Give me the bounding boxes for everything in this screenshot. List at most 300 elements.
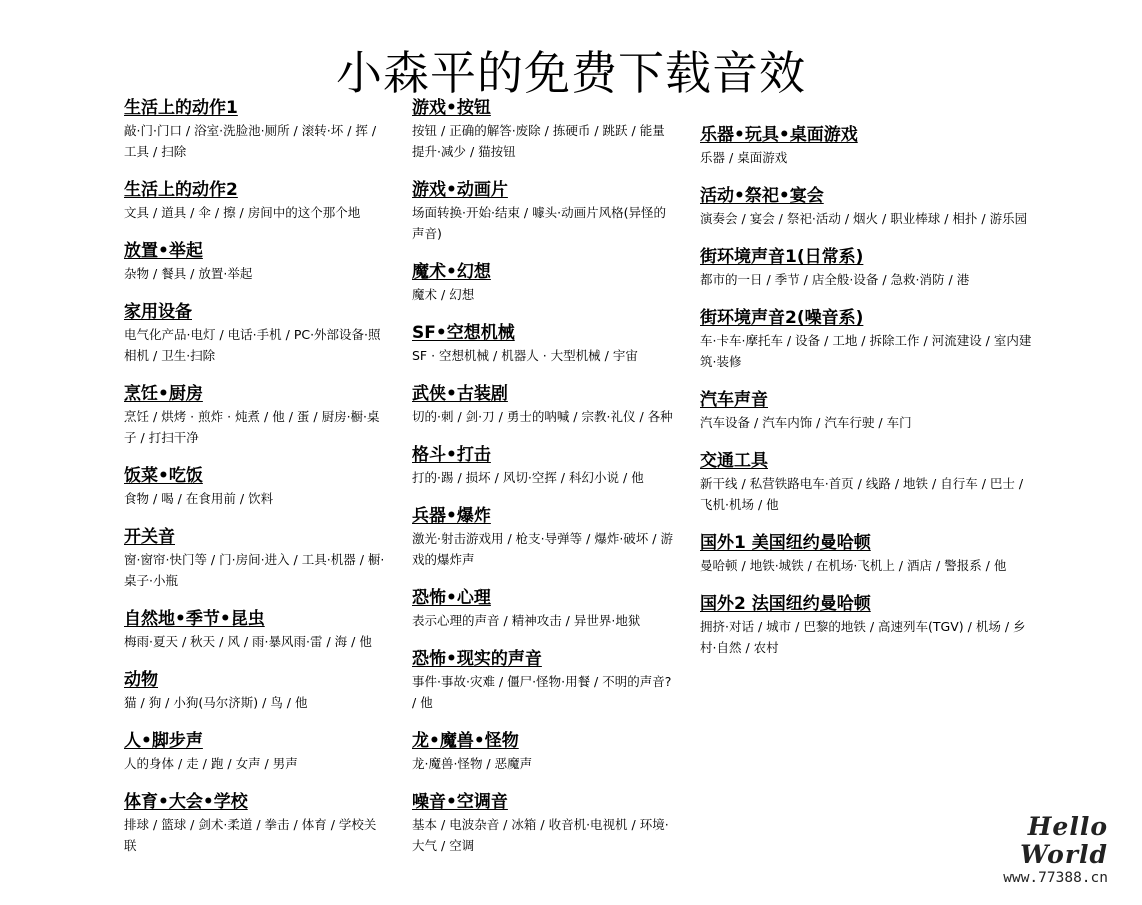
separator: / [437, 817, 450, 832]
subcategory-link[interactable]: 剑术·柔道 [198, 817, 253, 832]
separator: / [437, 123, 450, 138]
watermark-logo [958, 813, 1108, 887]
subcategory-link[interactable]: 伞 [198, 205, 211, 220]
subcategory-link[interactable]: 警报系 [944, 558, 982, 573]
category-title-link[interactable]: 自然地•季节•昆虫 [124, 609, 265, 629]
category-block [412, 260, 674, 305]
subcategory-link[interactable]: 浴室·洗脸池·厕所 [194, 123, 290, 138]
category-title-link[interactable]: 烹饪•厨房 [124, 384, 203, 404]
subcategory-link[interactable]: 女声 [235, 756, 261, 771]
subcategory-link[interactable]: 自行车 [940, 476, 978, 491]
category-title-link[interactable]: 饭菜•吃饭 [124, 466, 203, 486]
subcategory-link[interactable]: 祭祀·活动 [786, 211, 841, 226]
subcategory-link[interactable]: 窗·窗帘·快门等 [124, 552, 207, 567]
separator: / [161, 695, 174, 710]
subcategory-link[interactable]: 他 [359, 634, 372, 649]
category-title-link[interactable]: 开关音 [124, 527, 175, 547]
subcategory-link[interactable]: 桌面游戏 [737, 150, 788, 165]
subcategory-link[interactable]: 篮球 [161, 817, 187, 832]
subcategory-list [124, 631, 386, 652]
subcategory-link[interactable]: 雨·暴风雨·雷 [252, 634, 323, 649]
subcategory-link[interactable]: 喝 [161, 491, 174, 506]
category-block [124, 729, 386, 774]
subcategory-link[interactable]: 冰箱 [511, 817, 537, 832]
separator: / [453, 409, 466, 424]
separator: / [260, 409, 273, 424]
subcategory-link[interactable]: 恶魔声 [494, 756, 533, 771]
subcategory-link[interactable]: 巴士 [989, 476, 1015, 491]
subcategory-link[interactable]: 酒店 [907, 558, 933, 573]
category-title-link[interactable]: 武侠•古装剧 [412, 384, 508, 404]
category-block [412, 178, 674, 244]
separator: / [149, 491, 162, 506]
category-column-2 [412, 96, 674, 872]
subcategory-link[interactable]: 相扑 [952, 211, 978, 226]
watermark-text: Hello World [1020, 812, 1108, 869]
subcategory-link[interactable]: 季节 [774, 272, 800, 287]
category-block [700, 531, 1035, 576]
subcategory-list [700, 208, 1035, 229]
subcategory-list [412, 467, 674, 488]
subcategory-link[interactable]: 科幻小说 [569, 470, 620, 485]
subcategory-link[interactable]: 车·卡车·摩托车 [700, 333, 783, 348]
subcategory-link[interactable]: 车门 [886, 415, 912, 430]
subcategory-link[interactable]: 烘烤 · 煎炸 · 炖煮 [161, 409, 261, 424]
separator: / [289, 817, 302, 832]
separator: / [569, 409, 582, 424]
subcategory-link[interactable]: 餐具 [161, 266, 187, 281]
separator: / [465, 144, 479, 159]
subcategory-link[interactable]: 事件·事故·灾难 [412, 674, 495, 689]
category-title-link[interactable]: 兵器•爆炸 [412, 506, 491, 526]
subcategory-link[interactable]: 地铁·城铁 [749, 558, 804, 573]
separator: / [782, 333, 796, 348]
subcategory-link[interactable]: 敲·门·门口 [124, 123, 182, 138]
subcategory-link[interactable]: 食物 [124, 491, 150, 506]
subcategory-link[interactable]: 海 [334, 634, 348, 649]
category-title-link[interactable]: 体育•大会•学校 [124, 792, 248, 812]
separator: / [540, 123, 553, 138]
separator: / [186, 817, 199, 832]
subcategory-link[interactable]: 放置·举起 [198, 266, 253, 281]
subcategory-link[interactable]: 噱头·动画片风格(异怪的声音) [412, 205, 666, 241]
subcategory-link[interactable]: SF · 空想机械 [412, 348, 490, 363]
separator: / [210, 205, 224, 220]
category-title-link[interactable]: 国外1 美国纽约曼哈顿 [700, 533, 871, 553]
subcategory-link[interactable]: 剑·刀 [465, 409, 495, 424]
category-title-link[interactable]: 乐器•玩具•桌面游戏 [700, 125, 858, 145]
separator: / [260, 756, 273, 771]
subcategory-link[interactable]: 游乐园 [989, 211, 1028, 226]
separator: / [223, 756, 236, 771]
subcategory-link[interactable]: 环境·大气 [412, 817, 669, 853]
separator: / [977, 476, 990, 491]
separator: / [149, 409, 162, 424]
subcategory-link[interactable]: 走 [186, 756, 199, 771]
subcategory-link[interactable]: 拣硬币 [552, 123, 591, 138]
subcategory-link[interactable]: 汽车设备 [700, 415, 751, 430]
subcategory-link[interactable]: 乡村·自然 [700, 619, 1026, 655]
separator: / [932, 558, 945, 573]
category-title-link[interactable]: 魔术•幻想 [412, 262, 491, 282]
subcategory-link[interactable]: 不明的声音? [602, 674, 672, 689]
subcategory-link[interactable]: 工具 [124, 144, 150, 159]
category-block [412, 647, 674, 713]
subcategory-link[interactable]: 风切·空挥 [502, 470, 557, 485]
subcategory-link[interactable]: 乐器 [700, 150, 726, 165]
subcategory-list [124, 120, 386, 162]
category-title-link[interactable]: 交通工具 [700, 451, 768, 471]
category-block [124, 668, 386, 713]
category-block [700, 306, 1035, 372]
subcategory-link[interactable]: 僵尸·怪物·用餐 [507, 674, 591, 689]
subcategory-link[interactable]: 电话·手机 [227, 327, 282, 342]
subcategory-link[interactable]: 勇士的呐喊 [506, 409, 570, 424]
separator: / [878, 211, 891, 226]
separator: / [561, 613, 574, 628]
subcategory-list [700, 147, 1035, 168]
category-title-link[interactable]: 噪音•空调音 [412, 792, 508, 812]
separator: / [215, 634, 228, 649]
subcategory-link[interactable]: 设备 [795, 333, 821, 348]
separator: / [258, 695, 271, 710]
category-block [412, 790, 674, 856]
separator: / [343, 123, 356, 138]
separator: / [963, 619, 976, 634]
separator: / [1000, 619, 1014, 634]
category-block [124, 239, 386, 284]
separator: / [355, 552, 368, 567]
separator: / [1014, 476, 1024, 491]
separator: / [174, 756, 187, 771]
separator: / [503, 531, 516, 546]
subcategory-link[interactable]: 表示心理的声音 [412, 613, 500, 628]
category-block [412, 382, 674, 427]
separator: / [235, 491, 249, 506]
subcategory-list [124, 406, 386, 448]
subcategory-link[interactable]: 体育 [301, 817, 327, 832]
subcategory-link[interactable]: 滚转·坏 [301, 123, 344, 138]
subcategory-link[interactable]: PC·外部设备·照相机 [124, 327, 381, 363]
category-block [700, 449, 1035, 515]
subcategory-link[interactable]: 机场 [975, 619, 1001, 634]
separator: / [725, 150, 738, 165]
subcategory-link[interactable]: 小狗(马尔济斯) [173, 695, 259, 710]
separator: / [453, 470, 466, 485]
category-title-link[interactable]: 人•脚步声 [124, 731, 203, 751]
subcategory-link[interactable]: 跑 [210, 756, 224, 771]
category-column-3 [700, 123, 1035, 674]
category-title-link[interactable]: 街环境声音2(噪音系) [700, 308, 864, 328]
separator: / [556, 470, 569, 485]
subcategory-link[interactable]: 他 [993, 558, 1007, 573]
subcategory-list [124, 324, 386, 366]
subcategory-list [412, 120, 674, 162]
subcategory-link[interactable]: 人的身体 [124, 756, 175, 771]
subcategory-link[interactable]: 秋天 [190, 634, 216, 649]
subcategory-link[interactable]: 跳跃 [602, 123, 628, 138]
separator: / [239, 634, 253, 649]
subcategory-link[interactable]: 空调 [449, 838, 475, 853]
subcategory-link[interactable]: 急救·消防 [890, 272, 945, 287]
category-title-link[interactable]: 格斗•打击 [412, 445, 491, 465]
subcategory-link[interactable]: 风 [227, 634, 240, 649]
category-title-link[interactable]: 放置•举起 [124, 241, 203, 261]
subcategory-list [412, 406, 674, 427]
subcategory-link[interactable]: 烟火 [853, 211, 879, 226]
subcategory-link[interactable]: 农村 [753, 640, 779, 655]
separator: / [252, 817, 265, 832]
category-title-link[interactable]: SF•空想机械 [412, 323, 515, 343]
separator: / [753, 619, 767, 634]
subcategory-link[interactable]: 汽车行驶 [824, 415, 875, 430]
separator: / [619, 470, 632, 485]
subcategory-list [124, 202, 386, 223]
subcategory-link[interactable]: 正确的解答·废除 [449, 123, 541, 138]
subcategory-link[interactable]: 职业棒球 [890, 211, 941, 226]
subcategory-link[interactable]: 枪支·导弹等 [515, 531, 583, 546]
subcategory-link[interactable]: 男声 [272, 756, 298, 771]
category-title-link[interactable]: 生活上的动作2 [124, 180, 238, 200]
subcategory-list [124, 692, 386, 713]
category-block [412, 443, 674, 488]
subcategory-link[interactable]: 线路 [865, 476, 891, 491]
subcategory-link[interactable]: 文具 [124, 205, 150, 220]
separator: / [173, 491, 186, 506]
subcategory-link[interactable]: 工具·机器 [301, 552, 356, 567]
category-block [700, 592, 1035, 658]
category-title-link[interactable]: 街环境声音1(日常系) [700, 247, 864, 267]
subcategory-link[interactable]: 蛋 [296, 409, 310, 424]
category-title-link[interactable]: 汽车声音 [700, 390, 768, 410]
separator: / [799, 272, 812, 287]
subcategory-link[interactable]: 河流建设 [931, 333, 982, 348]
subcategory-link[interactable]: 异世界·地狱 [573, 613, 641, 628]
separator: / [981, 333, 994, 348]
separator: / [326, 817, 339, 832]
category-title-link[interactable]: 游戏•动画片 [412, 180, 508, 200]
subcategory-list [412, 202, 674, 244]
category-block [412, 729, 674, 774]
subcategory-link[interactable]: 扫除 [161, 144, 187, 159]
separator: / [820, 333, 833, 348]
category-title-link[interactable]: 动物 [124, 670, 158, 690]
subcategory-link[interactable]: 卫生·扫除 [161, 348, 216, 363]
subcategory-link[interactable]: 能量提升·减少 [412, 123, 665, 159]
separator: / [177, 634, 191, 649]
separator: / [215, 327, 228, 342]
subcategory-link[interactable]: 幻想 [449, 287, 475, 302]
subcategory-link[interactable]: 学校关联 [124, 817, 377, 853]
subcategory-link[interactable]: 他 [766, 497, 779, 512]
subcategory-link[interactable]: 梅雨·夏天 [124, 634, 178, 649]
separator: / [928, 476, 941, 491]
subcategory-link[interactable]: 拆除工作 [869, 333, 920, 348]
category-title-link[interactable]: 生活上的动作1 [124, 98, 238, 118]
subcategory-list [412, 610, 674, 631]
subcategory-link[interactable]: 在食用前 [185, 491, 236, 506]
subcategory-link[interactable]: 切的·刺 [412, 409, 454, 424]
separator: / [289, 552, 302, 567]
separator: / [774, 211, 787, 226]
subcategory-link[interactable]: 他 [631, 470, 644, 485]
subcategory-list [700, 412, 1035, 433]
subcategory-link[interactable]: 房间中的这个那个地 [247, 205, 361, 220]
subcategory-link[interactable]: 龙·魔兽·怪物 [412, 756, 483, 771]
subcategory-link[interactable]: 地铁 [903, 476, 929, 491]
category-title-link[interactable]: 龙•魔兽•怪物 [412, 731, 519, 751]
subcategory-link[interactable]: 他 [272, 409, 285, 424]
separator: / [437, 287, 450, 302]
subcategory-link[interactable]: 新干线 [700, 476, 738, 491]
separator: / [627, 123, 640, 138]
category-block [700, 245, 1035, 290]
subcategory-link[interactable]: 汽车内饰 [762, 415, 813, 430]
subcategory-link[interactable]: 烹饪 [124, 409, 150, 424]
category-block [412, 321, 674, 366]
subcategory-link[interactable]: 按钮 [412, 123, 438, 138]
subcategory-list [412, 753, 674, 774]
subcategory-link[interactable]: 魔术 [412, 287, 438, 302]
separator: / [840, 211, 854, 226]
subcategory-link[interactable]: 他 [295, 695, 308, 710]
separator: / [762, 272, 775, 287]
separator: / [149, 144, 162, 159]
separator: / [149, 266, 162, 281]
separator: / [235, 205, 248, 220]
separator: / [940, 211, 953, 226]
separator: / [181, 123, 195, 138]
separator: / [627, 817, 640, 832]
category-title-link[interactable]: 国外2 法国纽约曼哈顿 [700, 594, 871, 614]
subcategory-list [700, 473, 1035, 515]
separator: / [367, 123, 377, 138]
separator: / [490, 470, 503, 485]
subcategory-list [412, 528, 674, 570]
subcategory-link[interactable]: 宇宙 [612, 348, 638, 363]
separator: / [791, 619, 804, 634]
subcategory-link[interactable]: 游戏的爆炸声 [412, 531, 673, 567]
separator: / [737, 476, 750, 491]
subcategory-link[interactable]: 橱·桌子·小瓶 [124, 552, 385, 588]
subcategory-link[interactable]: 港 [956, 272, 970, 287]
subcategory-link[interactable]: 猫 [124, 695, 137, 710]
subcategory-link[interactable]: 演奏会 [700, 211, 738, 226]
separator: / [499, 817, 512, 832]
separator: / [149, 348, 162, 363]
subcategory-link[interactable]: 打扫干净 [148, 430, 199, 445]
subcategory-link[interactable]: 拥挤·对话 [700, 619, 754, 634]
subcategory-link[interactable]: 宴会 [749, 211, 775, 226]
category-title-link[interactable]: 游戏•按钮 [412, 98, 491, 118]
subcategory-list [124, 814, 386, 856]
subcategory-list [700, 555, 1035, 576]
category-block [124, 790, 386, 856]
separator: / [322, 634, 335, 649]
subcategory-link[interactable]: 飞机·机场 [700, 497, 754, 512]
subcategory-link[interactable]: 各种 [647, 409, 673, 424]
separator: / [149, 817, 162, 832]
category-title-link[interactable]: 家用设备 [124, 302, 192, 322]
separator: / [519, 205, 533, 220]
subcategory-link[interactable]: 宗教·礼仪 [581, 409, 636, 424]
subcategory-link[interactable]: 挥 [355, 123, 368, 138]
subcategory-list [124, 488, 386, 509]
subcategory-list [124, 753, 386, 774]
category-block [700, 123, 1035, 168]
separator: / [489, 348, 502, 363]
category-block [124, 96, 386, 162]
separator: / [865, 619, 879, 634]
subcategory-link[interactable]: 爆炸·破坏 [594, 531, 649, 546]
subcategory-link[interactable]: 城市 [766, 619, 792, 634]
subcategory-list [124, 263, 386, 284]
subcategory-link[interactable]: 鸟 [270, 695, 283, 710]
separator: / [437, 838, 450, 853]
subcategory-link[interactable]: 擦 [223, 205, 236, 220]
separator: / [635, 409, 648, 424]
separator: / [803, 558, 816, 573]
subcategory-link[interactable]: 私营铁路电车·首页 [749, 476, 854, 491]
subcategory-link[interactable]: 工地 [832, 333, 858, 348]
subcategory-link[interactable]: 门·房间·进入 [219, 552, 290, 567]
subcategory-link[interactable]: 场面转换·开始·结束 [412, 205, 520, 220]
subcategory-link[interactable]: 高速列车(TGV) [878, 619, 964, 634]
subcategory-list [412, 345, 674, 366]
separator: / [281, 327, 294, 342]
subcategory-link[interactable]: 杂物 [124, 266, 150, 281]
subcategory-link[interactable]: 损坏 [465, 470, 491, 485]
subcategory-list [700, 330, 1035, 372]
separator: / [600, 348, 613, 363]
subcategory-link[interactable]: 他 [420, 695, 433, 710]
category-block [412, 586, 674, 631]
separator: / [741, 640, 754, 655]
category-title-link[interactable]: 恐怖•心理 [412, 588, 491, 608]
subcategory-link[interactable]: 打的·踢 [412, 470, 454, 485]
subcategory-link[interactable]: 厨房·橱·桌子 [124, 409, 380, 445]
subcategory-link[interactable]: 猫按钮 [478, 144, 516, 159]
category-block [124, 382, 386, 448]
subcategory-link[interactable]: 饮料 [248, 491, 274, 506]
subcategory-link[interactable]: 精神攻击 [511, 613, 562, 628]
page-title: 小森平的免费下载音效 [336, 45, 806, 100]
subcategory-link[interactable]: 机器人 · 大型机械 [501, 348, 601, 363]
subcategory-link[interactable]: 电气化产品·电灯 [124, 327, 216, 342]
subcategory-link[interactable]: 店全般·设备 [811, 272, 879, 287]
category-title-link[interactable]: 恐怖•现实的声音 [412, 649, 542, 669]
subcategory-link[interactable]: 电波杂音 [449, 817, 500, 832]
separator: / [590, 674, 603, 689]
subcategory-list [124, 549, 386, 591]
separator: / [857, 333, 870, 348]
subcategory-link[interactable]: 激光·射击游戏用 [412, 531, 504, 546]
subcategory-link[interactable]: 在机场·飞机上 [815, 558, 895, 573]
separator: / [878, 272, 891, 287]
subcategory-link[interactable]: 道具 [161, 205, 187, 220]
subcategory-link[interactable]: 收音机·电视机 [548, 817, 628, 832]
subcategory-link[interactable]: 排球 [124, 817, 150, 832]
subcategory-link[interactable]: 基本 [412, 817, 438, 832]
subcategory-link[interactable]: 巴黎的地铁 [803, 619, 866, 634]
subcategory-link[interactable]: 拳击 [264, 817, 290, 832]
category-block [124, 607, 386, 652]
subcategory-link[interactable]: 都市的一日 [700, 272, 763, 287]
category-title-link[interactable]: 活动•祭祀•宴会 [700, 186, 824, 206]
subcategory-link[interactable]: 室内建筑·装修 [700, 333, 1032, 369]
subcategory-link[interactable]: 曼哈顿 [700, 558, 738, 573]
subcategory-link[interactable]: 狗 [148, 695, 162, 710]
